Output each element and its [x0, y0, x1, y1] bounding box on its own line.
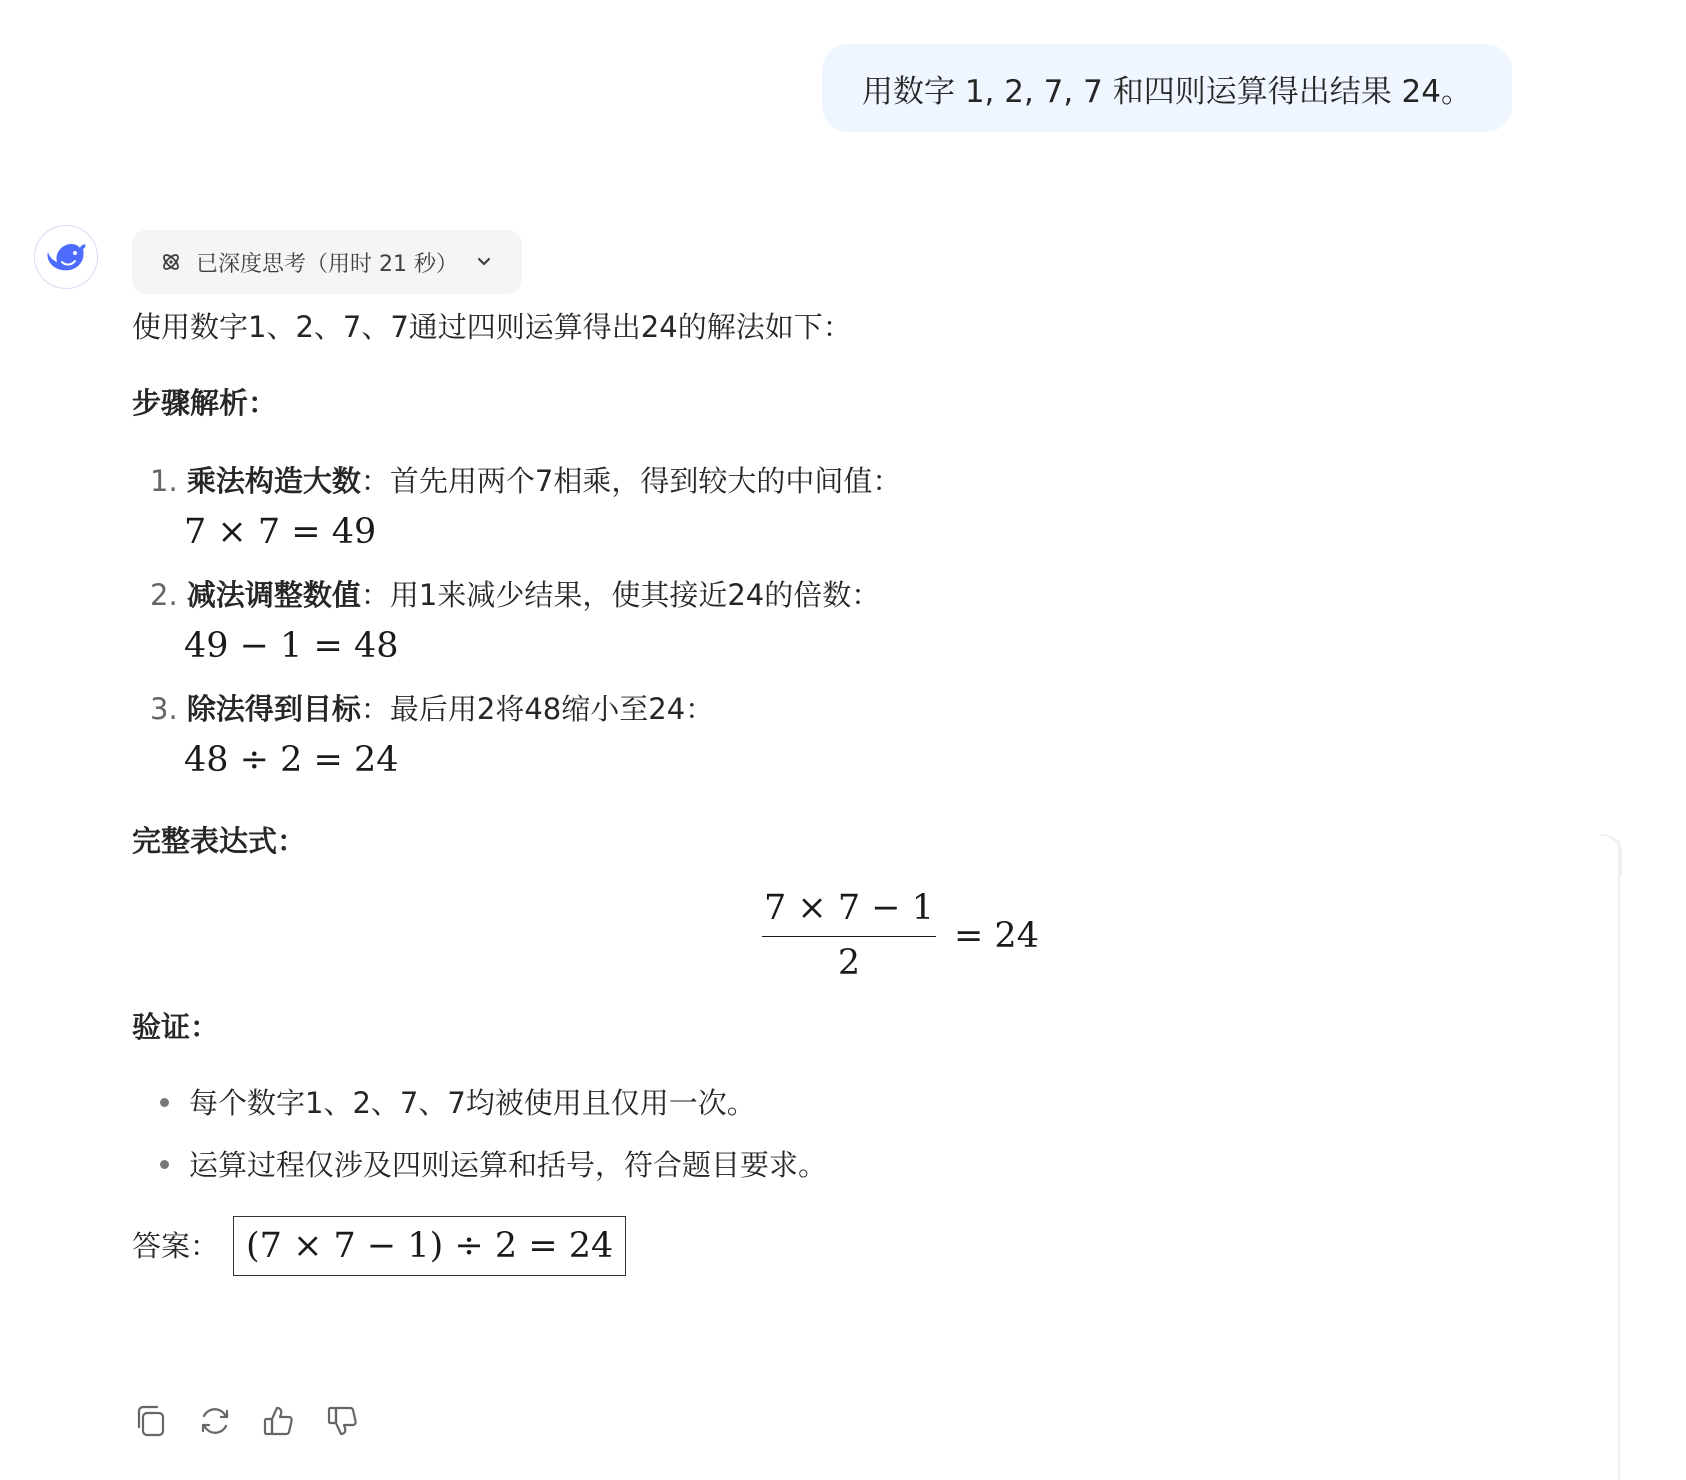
thumbs-down-icon	[325, 1403, 361, 1439]
step-item	[150, 578, 880, 613]
dislike-button[interactable]	[324, 1402, 362, 1440]
verify-text: 运算过程仅涉及四则运算和括号，符合题目要求。	[189, 1148, 828, 1182]
whale-logo-icon	[44, 240, 88, 274]
step-number: 3.	[150, 692, 178, 726]
verify-heading: 验证：	[132, 1010, 220, 1044]
step-text: ：用1来减少结果，使其接近24的倍数：	[360, 578, 881, 612]
step-title: 减法调整数值	[186, 578, 361, 612]
chevron-down-icon	[474, 252, 494, 272]
step-title: 乘法构造大数	[186, 464, 361, 498]
steps-heading: 步骤解析：	[132, 386, 278, 420]
step-math: 49 − 1 = 48	[184, 626, 399, 666]
step-text: ：最后用2将48缩小至24：	[360, 692, 715, 726]
step-number: 2.	[150, 578, 178, 612]
list-item	[160, 1148, 827, 1183]
final-answer-row	[132, 1216, 626, 1276]
copy-icon	[133, 1403, 169, 1439]
fraction-numerator: 7 × 7 − 1	[762, 888, 936, 937]
regenerate-button[interactable]	[196, 1402, 234, 1440]
list-item	[160, 1086, 756, 1121]
answer-intro: 使用数字1、2、7、7通过四则运算得出24的解法如下：	[132, 310, 852, 344]
step-number: 1.	[150, 464, 178, 498]
thinking-label: 已深度思考（用时 21 秒）	[196, 251, 458, 277]
thumbs-up-icon	[261, 1403, 297, 1439]
bullet-dot	[160, 1098, 169, 1107]
like-button[interactable]	[260, 1402, 298, 1440]
regenerate-icon	[197, 1403, 233, 1439]
copy-button[interactable]	[132, 1402, 170, 1440]
assistant-avatar	[34, 225, 98, 289]
full-expression	[762, 888, 1039, 983]
step-text: ：首先用两个7相乘，得到较大的中间值：	[360, 464, 902, 498]
thinking-toggle[interactable]	[132, 230, 522, 294]
verify-text: 每个数字1、2、7、7均被使用且仅用一次。	[189, 1086, 756, 1120]
step-math: 48 ÷ 2 = 24	[184, 740, 399, 780]
fraction-denominator: 2	[837, 943, 861, 983]
bullet-dot	[160, 1160, 169, 1169]
step-math: 7 × 7 = 49	[184, 512, 377, 552]
fraction-result: = 24	[953, 915, 1039, 956]
message-actions	[132, 1402, 362, 1440]
final-answer-label: 答案：	[132, 1228, 220, 1263]
side-panel-border	[1618, 840, 1620, 1480]
step-title: 除法得到目标	[186, 692, 361, 726]
user-message-bubble	[822, 44, 1512, 132]
full-expression-heading: 完整表达式：	[132, 824, 307, 858]
step-item	[150, 692, 714, 727]
user-message-text: 用数字 1, 2, 7, 7 和四则运算得出结果 24。	[861, 73, 1472, 110]
step-item	[150, 464, 901, 499]
atom-icon	[160, 251, 182, 273]
final-answer-box: (7 × 7 − 1) ÷ 2 = 24	[233, 1216, 626, 1276]
